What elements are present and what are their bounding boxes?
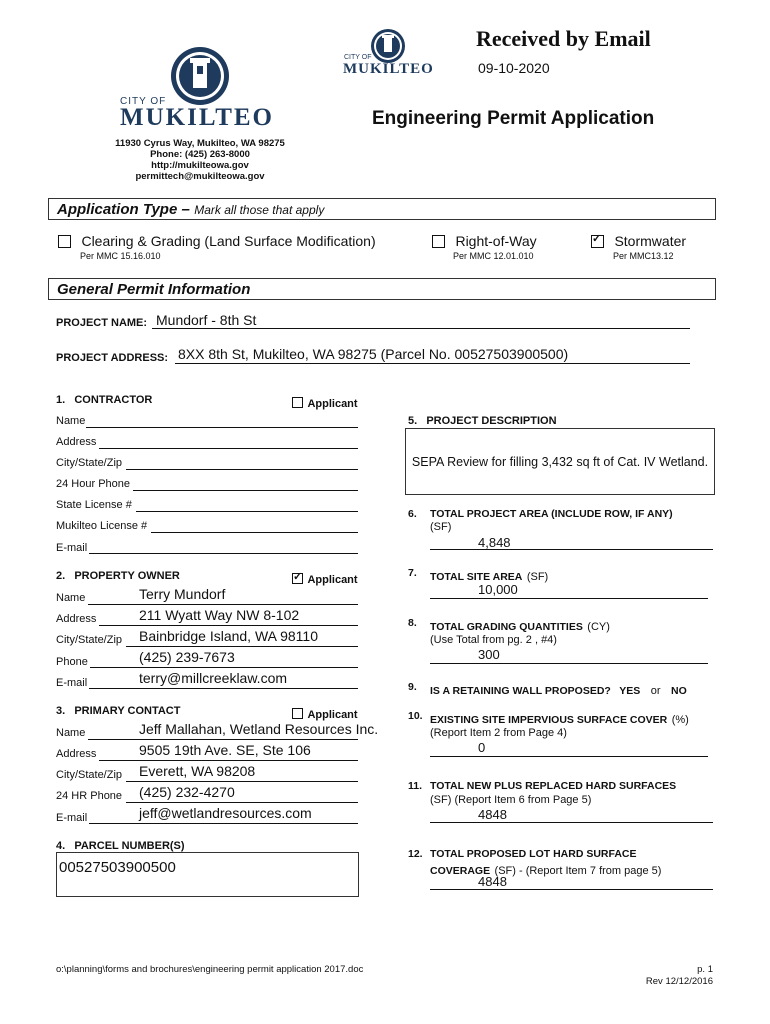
q7-number: 7. — [408, 567, 417, 579]
q7-value[interactable]: 10,000 — [478, 582, 518, 597]
owner-name-field[interactable]: Terry Mundorf — [139, 586, 226, 602]
owner-email-field[interactable]: terry@millcreeklaw.com — [139, 670, 288, 686]
q5-label: 5. PROJECT DESCRIPTION — [408, 415, 557, 427]
contractor-state-license-row[interactable] — [56, 499, 132, 511]
parcel-number-value: 00527503900500 — [59, 859, 176, 876]
footer-revision: Rev 12/12/2016 — [645, 976, 713, 987]
owner-applicant[interactable] — [292, 570, 358, 588]
main-logo — [160, 44, 240, 106]
small-logo-city-of: CITY OF — [344, 54, 372, 61]
footer-page-number: p. 1 — [697, 964, 713, 975]
checkbox-contractor-applicant[interactable] — [292, 397, 303, 408]
general-info-heading: General Permit Information — [57, 281, 251, 298]
q11-value[interactable]: 4848 — [478, 807, 507, 822]
primary-city-label: City/State/Zip — [56, 769, 123, 781]
q9-no-option[interactable]: NO — [671, 685, 687, 697]
owner-email-label: E-mail — [56, 677, 88, 689]
q6-value[interactable]: 4,848 — [478, 535, 511, 550]
contractor-city-label: City/State/Zip — [56, 457, 123, 469]
primary-address-field[interactable]: 9505 19th Ave. SE, Ste 106 — [139, 742, 311, 758]
q10-label: EXISTING SITE IMPERVIOUS SURFACE COVER — [430, 714, 668, 726]
q6-number: 6. — [408, 508, 417, 520]
owner-heading: 2. PROPERTY OWNER — [56, 570, 180, 582]
q9-yes-option[interactable]: YES — [619, 685, 641, 697]
footer-file-path: o:\planning\forms and brochures\engineering permit application 2017.doc — [56, 964, 364, 975]
q10-value[interactable]: 0 — [478, 740, 486, 755]
option-clearing-code: Per MMC 15.16.010 — [80, 251, 161, 261]
city-address: 11930 Cyrus Way, Mukilteo, WA 98275 — [115, 138, 285, 149]
primary-name-label: Name — [56, 727, 86, 739]
contractor-mukilteo-license-label: Mukilteo License # — [56, 520, 148, 532]
q11-label: TOTAL NEW PLUS REPLACED HARD SURFACES — [430, 780, 677, 792]
contractor-applicant-label: Applicant — [307, 398, 358, 410]
city-web: http://mukilteowa.gov — [151, 160, 249, 171]
main-logo-city-of: CITY OF — [120, 96, 167, 107]
checkbox-clearing-grading[interactable] — [58, 235, 71, 248]
checkbox-stormwater[interactable] — [591, 235, 604, 248]
q11-sub: (SF) (Report Item 6 from Page 5) — [430, 794, 592, 806]
q12-value[interactable]: 4848 — [478, 874, 507, 889]
q5-description-box[interactable] — [405, 428, 715, 495]
option-stormwater-code: Per MMC13.12 — [613, 251, 674, 261]
q9-label-wrap — [430, 681, 687, 699]
option-stormwater[interactable] — [591, 233, 686, 251]
option-stormwater-label: Stormwater — [614, 233, 687, 249]
parcel-heading: 4. PARCEL NUMBER(S) — [56, 840, 185, 852]
q9-number: 9. — [408, 681, 417, 693]
owner-name-label: Name — [56, 592, 86, 604]
city-seal-large-icon — [160, 44, 240, 106]
city-email: permittech@mukilteowa.gov — [135, 171, 265, 182]
project-name-label: PROJECT NAME: — [56, 317, 148, 329]
application-type-subheading: Mark all those that apply — [194, 203, 325, 217]
q9-label: IS A RETAINING WALL PROPOSED? — [430, 685, 611, 697]
project-address-field[interactable]: 8XX 8th St, Mukilteo, WA 98275 (Parcel No. 00527503900500) — [178, 346, 569, 362]
q8-label: TOTAL GRADING QUANTITIES — [430, 621, 583, 633]
contractor-applicant[interactable] — [292, 394, 358, 412]
option-clearing-grading[interactable] — [58, 233, 376, 251]
contractor-email-row[interactable] — [56, 542, 87, 554]
owner-city-field[interactable]: Bainbridge Island, WA 98110 — [139, 628, 319, 644]
small-logo-name: MUKILTEO — [343, 61, 434, 77]
primary-email-label: E-mail — [56, 812, 88, 824]
primary-email-field[interactable]: jeff@wetlandresources.com — [139, 805, 312, 821]
primary-name-field[interactable]: Jeff Mallahan, Wetland Resources Inc. — [139, 721, 379, 737]
option-row-label: Right-of-Way — [455, 233, 537, 249]
option-row-code: Per MMC 12.01.010 — [453, 251, 534, 261]
option-clearing-label: Clearing & Grading (Land Surface Modification) — [81, 233, 376, 249]
contractor-city-row[interactable] — [56, 457, 122, 469]
contractor-name-row[interactable] — [56, 415, 85, 427]
application-type-bar — [48, 198, 716, 220]
q8-number: 8. — [408, 617, 417, 629]
q7-unit: (SF) — [526, 571, 549, 583]
city-phone: Phone: (425) 263-8000 — [150, 149, 250, 160]
parcel-box[interactable] — [56, 852, 359, 897]
general-info-bar — [48, 278, 716, 300]
q5-description-value: SEPA Review for filling 3,432 sq ft of Cat. IV Wetland. — [411, 455, 709, 469]
q10-label-wrap — [430, 710, 689, 728]
primary-address-label: Address — [56, 748, 97, 760]
contractor-heading: 1. CONTRACTOR — [56, 394, 153, 406]
project-address-label: PROJECT ADDRESS: — [56, 352, 169, 364]
received-date: 09-10-2020 — [478, 60, 550, 76]
q12-label2: COVERAGE — [430, 865, 491, 877]
primary-city-field[interactable]: Everett, WA 98208 — [139, 763, 256, 779]
owner-applicant-label: Applicant — [307, 574, 358, 586]
q8-value[interactable]: 300 — [478, 647, 500, 662]
checkbox-primary-applicant[interactable] — [292, 708, 303, 719]
q8-unit: (CY) — [587, 621, 610, 633]
contractor-mukilteo-license-row[interactable] — [56, 520, 147, 532]
contractor-state-license-label: State License # — [56, 499, 132, 511]
q12-label-line2 — [430, 861, 661, 879]
primary-applicant-label: Applicant — [307, 709, 358, 721]
q11-number: 11. — [408, 780, 423, 792]
owner-phone-field[interactable]: (425) 239-7673 — [139, 649, 235, 665]
contractor-name-label: Name — [56, 415, 86, 427]
q6-sub: (SF) — [430, 521, 452, 533]
q10-number: 10. — [408, 710, 423, 722]
owner-address-field[interactable]: 211 Wyatt Way NW 8-102 — [139, 607, 300, 623]
q6-label: TOTAL PROJECT AREA (INCLUDE ROW, IF ANY) — [430, 508, 673, 520]
q12-number: 12. — [408, 848, 423, 860]
main-logo-name: MUKILTEO — [120, 104, 275, 131]
q9-or: or — [650, 685, 661, 697]
primary-phone-field[interactable]: (425) 232-4270 — [139, 784, 235, 800]
checkbox-owner-applicant[interactable] — [292, 573, 303, 584]
q10-unit: (%) — [671, 714, 689, 726]
q12-label-line1: TOTAL PROPOSED LOT HARD SURFACE — [430, 848, 637, 860]
owner-address-label: Address — [56, 613, 97, 625]
owner-phone-label: Phone — [56, 656, 88, 668]
page-title: Engineering Permit Application — [372, 108, 655, 129]
project-name-field[interactable]: Mundorf - 8th St — [156, 312, 257, 328]
option-right-of-way[interactable] — [432, 233, 537, 251]
contractor-address-row[interactable] — [56, 436, 96, 448]
application-type-heading: Application Type – — [57, 201, 190, 218]
contractor-phone-label: 24 Hour Phone — [56, 478, 130, 490]
q8-label-wrap — [430, 617, 610, 635]
q8-sub: (Use Total from pg. 2 , #4) — [430, 634, 557, 646]
q7-label: TOTAL SITE AREA — [430, 571, 523, 583]
owner-city-label: City/State/Zip — [56, 634, 123, 646]
primary-heading: 3. PRIMARY CONTACT — [56, 705, 181, 717]
contractor-email-label: E-mail — [56, 542, 88, 554]
checkbox-right-of-way[interactable] — [432, 235, 445, 248]
q12-sub: (SF) - (Report Item 7 from page 5) — [494, 865, 662, 877]
q10-sub: (Report Item 2 from Page 4) — [430, 727, 567, 739]
contractor-phone-row[interactable] — [56, 478, 130, 490]
primary-phone-label: 24 HR Phone — [56, 790, 123, 802]
contractor-address-label: Address — [56, 436, 97, 448]
received-label: Received by Email — [476, 26, 651, 51]
city-contact-block — [100, 138, 300, 182]
